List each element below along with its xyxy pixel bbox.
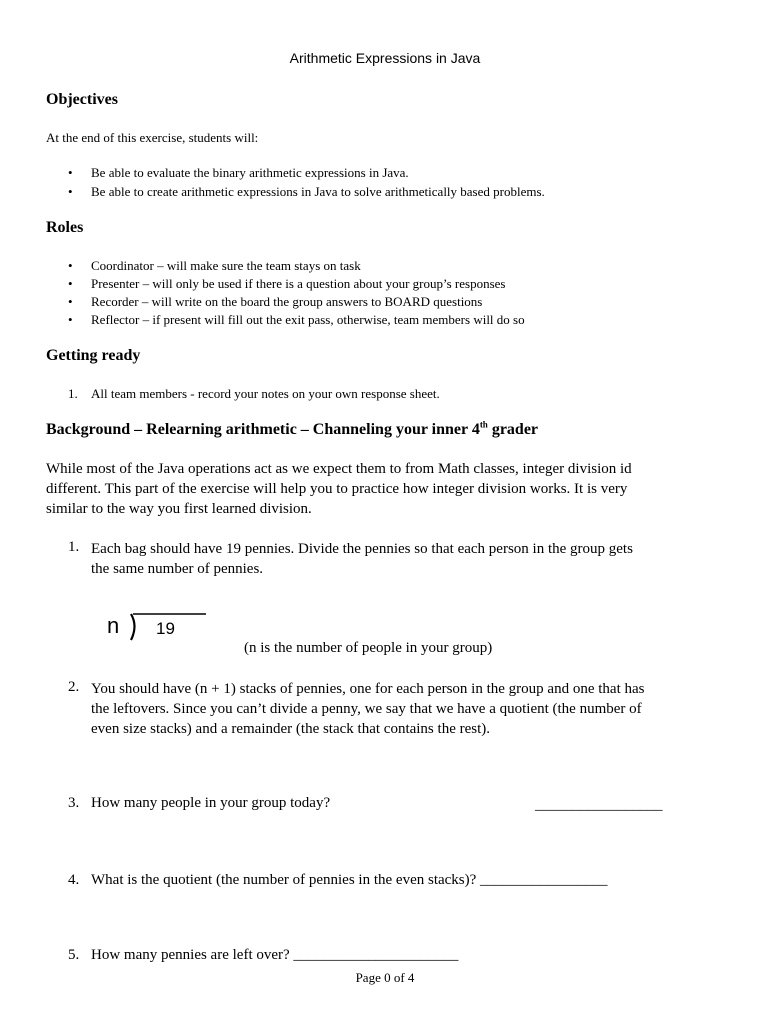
background-heading-text: Background – Relearning arithmetic – Channeling your inner 4 xyxy=(46,421,480,438)
question-text xyxy=(91,539,633,579)
answer-blank[interactable]: _________________ xyxy=(535,797,663,813)
list-item: Reflector – if present will fill out the exit pass, otherwise, team members will do so xyxy=(91,312,525,327)
paragraph-line: similar to the way you first learned division. xyxy=(46,501,312,517)
question-number: 2. xyxy=(68,679,80,695)
list-item: All team members - record your notes on your own response sheet. xyxy=(91,386,440,401)
dividend: 19 xyxy=(156,619,175,638)
getting-ready-heading: Getting ready xyxy=(46,347,141,364)
division-caption: (n is the number of people in your group) xyxy=(244,640,493,656)
objectives-heading: Objectives xyxy=(46,91,118,108)
background-heading xyxy=(46,421,538,439)
question-line: Each bag should have 19 pennies. Divide the pennies so that each person in the group gets xyxy=(91,541,633,557)
bullet: • xyxy=(68,165,73,180)
question-text: How many people in your group today? xyxy=(91,795,331,811)
paragraph-line: different. This part of the exercise will help you to practice how integer division works. It is very xyxy=(46,481,628,497)
list-item: Presenter – will only be used if there is a question about your group’s responses xyxy=(91,276,506,291)
question-number: 1. xyxy=(68,539,80,555)
list-item: Be able to evaluate the binary arithmetic expressions in Java. xyxy=(91,165,409,180)
list-item: Be able to create arithmetic expressions in Java to solve arithmetically based problems. xyxy=(91,184,545,199)
background-paragraph xyxy=(46,459,632,519)
question-text: How many pennies are left over? ______________________ xyxy=(91,947,459,963)
list-number: 1. xyxy=(68,386,78,401)
divisor: n xyxy=(107,613,120,638)
bullet: • xyxy=(68,312,73,327)
background-heading-suffix: grader xyxy=(487,421,539,438)
question-number: 5. xyxy=(68,947,80,963)
question-text: What is the quotient (the number of pennies in the even stacks)? _________________ xyxy=(91,872,608,888)
roles-heading: Roles xyxy=(46,219,84,236)
background-heading-superscript: th xyxy=(479,419,488,430)
question-number: 3. xyxy=(68,795,80,811)
bullet: • xyxy=(68,294,73,309)
page-title: Arithmetic Expressions in Java xyxy=(289,50,481,66)
question-number: 4. xyxy=(68,872,80,888)
bullet: • xyxy=(68,184,73,199)
objectives-intro: At the end of this exercise, students will: xyxy=(46,130,259,145)
page-number: Page 0 of 4 xyxy=(355,970,415,985)
list-item: Recorder – will write on the board the group answers to BOARD questions xyxy=(91,294,483,309)
question-line: the same number of pennies. xyxy=(91,561,264,577)
question-line: the leftovers. Since you can’t divide a penny, we say that we have a quotient (the number of xyxy=(91,701,642,717)
bullet: • xyxy=(68,258,73,273)
list-item: Coordinator – will make sure the team stays on task xyxy=(91,258,361,273)
question-line: You should have (n + 1) stacks of pennies, one for each person in the group and one that has xyxy=(91,681,645,697)
question-text xyxy=(91,679,644,739)
paragraph-line: While most of the Java operations act as we expect them to from Math classes, integer division id xyxy=(46,461,632,477)
bullet: • xyxy=(68,276,73,291)
question-line: even size stacks) and a remainder (the stack that contains the rest). xyxy=(91,721,491,737)
